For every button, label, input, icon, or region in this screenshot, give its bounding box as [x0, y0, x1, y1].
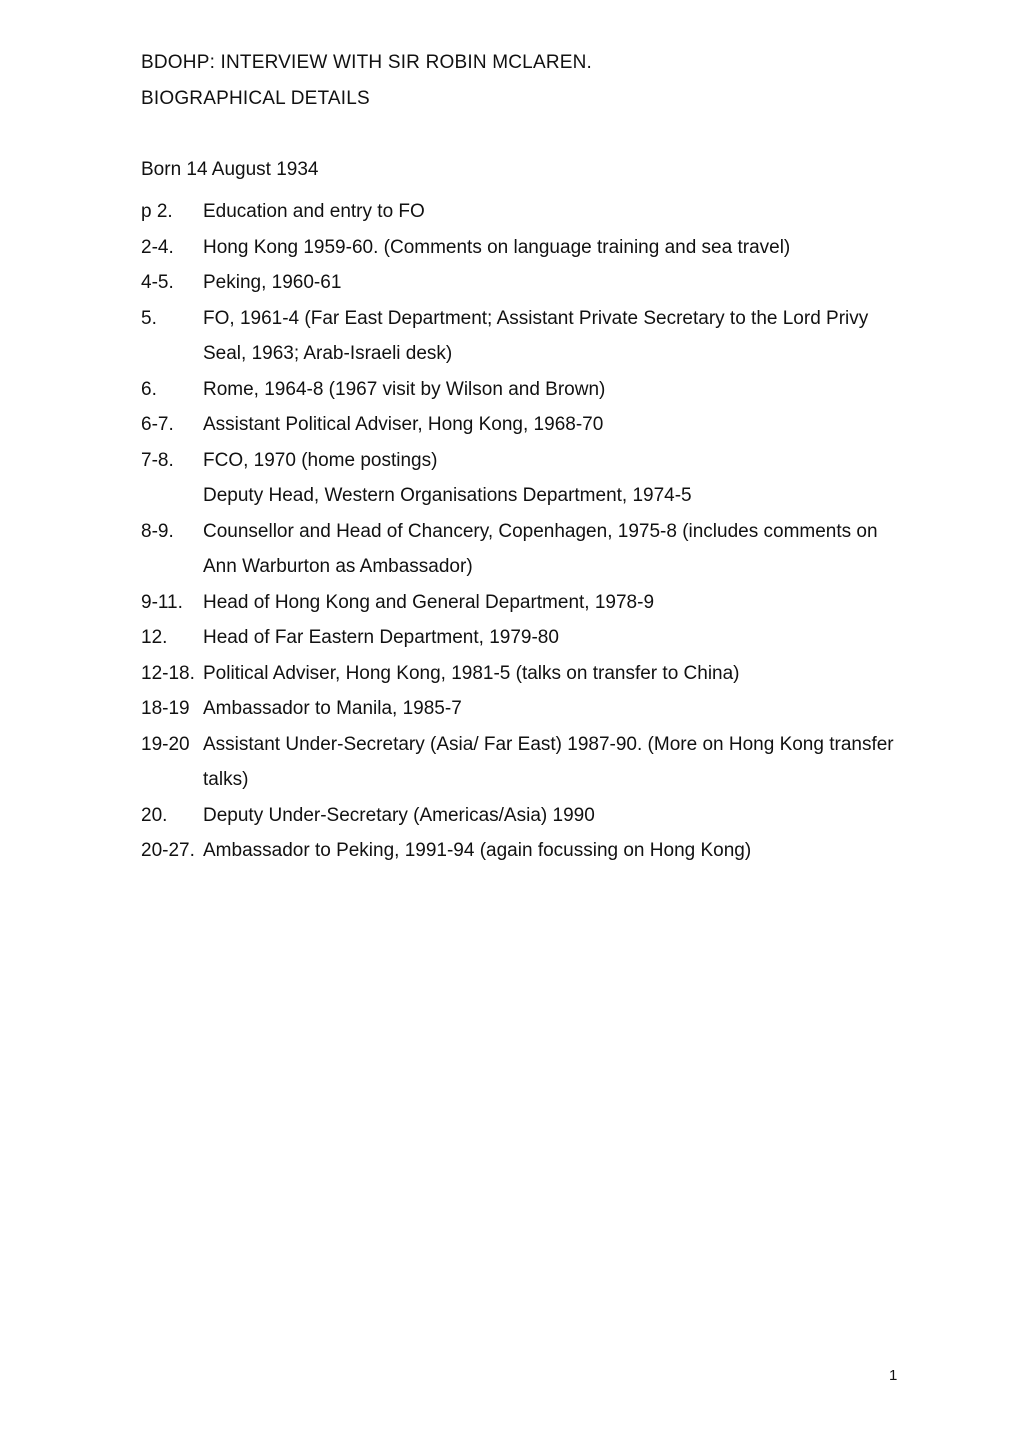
entry-page-ref: p 2. — [141, 201, 173, 222]
document-title: BDOHP: INTERVIEW WITH SIR ROBIN MCLAREN. — [141, 52, 593, 73]
entry-description: Ambassador to Peking, 1991-94 (again focussing on Hong Kong) — [203, 840, 752, 861]
career-entry — [141, 265, 901, 301]
entry-description: Peking, 1960-61 — [203, 272, 342, 293]
entry-description: Assistant Political Adviser, Hong Kong, 1968-70 — [203, 414, 604, 435]
career-entry — [141, 691, 901, 727]
career-entry — [141, 656, 901, 692]
entry-page-ref: 19-20 — [141, 733, 190, 755]
career-entry — [141, 620, 901, 656]
entry-description: FO, 1961-4 (Far East Department; Assistant Private Secretary to the Lord Privy Seal, 1963; Arab-Israeli desk) — [203, 307, 869, 364]
entry-page-ref: 8-9. — [141, 520, 174, 542]
entry-page-ref: 2-4. — [141, 236, 174, 258]
career-entry — [141, 443, 901, 479]
entry-page-ref: 6-7. — [141, 414, 174, 435]
entry-description: Ambassador to Manila, 1985-7 — [203, 698, 462, 719]
career-entry — [141, 230, 901, 266]
entry-description: Deputy Under-Secretary (Americas/Asia) 1990 — [203, 804, 595, 826]
entry-description: Hong Kong 1959-60. (Comments on language training and sea travel) — [203, 236, 791, 258]
entry-description: Head of Hong Kong and General Department, 1978-9 — [203, 591, 655, 613]
document-subtitle: BIOGRAPHICAL DETAILS — [141, 88, 370, 109]
career-entry — [141, 301, 901, 372]
entry-page-ref: 18-19 — [141, 698, 190, 719]
career-entries-list — [141, 194, 901, 869]
career-entry — [141, 194, 901, 230]
entry-description: Counsellor and Head of Chancery, Copenhagen, 1975-8 (includes comments on Ann Warburton as Ambassador) — [203, 520, 878, 577]
entry-page-ref: 7-8. — [141, 449, 174, 471]
career-entry — [141, 514, 901, 585]
career-entry — [141, 833, 901, 869]
birth-date: Born 14 August 1934 — [141, 159, 319, 180]
career-entry — [141, 727, 901, 798]
entry-page-ref: 5. — [141, 307, 157, 329]
entry-description: Head of Far Eastern Department, 1979-80 — [203, 627, 559, 648]
entry-page-ref: 20. — [141, 804, 168, 826]
entry-page-ref: 4-5. — [141, 272, 174, 293]
career-entry — [141, 407, 901, 443]
entry-description: Deputy Head, Western Organisations Department, 1974-5 — [203, 485, 692, 506]
entry-page-ref: 12-18. — [141, 662, 195, 684]
page-number: 1 — [889, 1367, 898, 1384]
career-entry — [141, 478, 901, 514]
entry-page-ref: 6. — [141, 378, 157, 400]
entry-description: Political Adviser, Hong Kong, 1981-5 (talks on transfer to China) — [203, 662, 740, 684]
entry-description: Assistant Under-Secretary (Asia/ Far East) 1987-90. (More on Hong Kong transfer talks) — [203, 733, 894, 790]
entry-description: Rome, 1964-8 (1967 visit by Wilson and Brown) — [203, 378, 606, 400]
entry-description: FCO, 1970 (home postings) — [203, 449, 438, 471]
career-entry — [141, 585, 901, 621]
entry-page-ref: 12. — [141, 627, 168, 648]
entry-description: Education and entry to FO — [203, 201, 425, 222]
career-entry — [141, 798, 901, 834]
entry-page-ref: 20-27. — [141, 840, 195, 861]
entry-page-ref: 9-11. — [141, 591, 183, 613]
career-entry — [141, 372, 901, 408]
